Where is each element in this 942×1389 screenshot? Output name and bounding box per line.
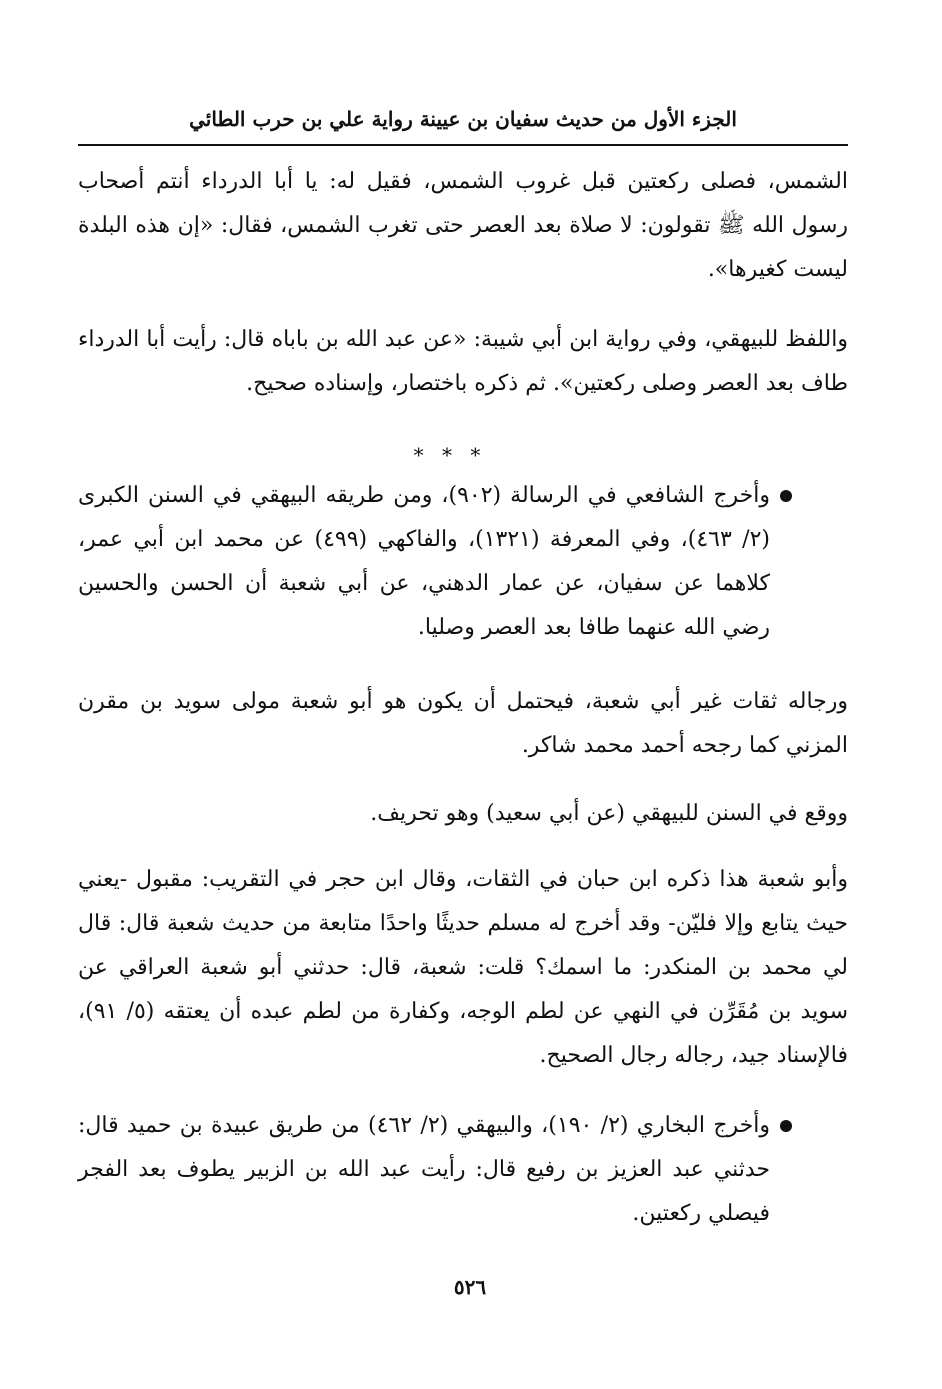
- paragraph-tahrif-note: ووقع في السنن للبيهقي (عن أبي سعيد) وهو تحريف.: [370, 801, 848, 826]
- paragraph-bukhari-takhrij: وأخرج البخاري (٢/ ١٩٠)، والبيهقي (٢/ ٤٦٢) من طريق عبيدة بن حميد قال: حدثني عبد العزيز بن رفيع قال: رأيت عبد الله بن الزبير يطوف بعد الفجر فيصلي ركعتين.: [78, 1113, 770, 1226]
- bullet-icon: [780, 490, 792, 502]
- paragraph-continuation: الشمس، فصلى ركعتين قبل غروب الشمس، فقيل له: يا أبا الدرداء أنتم أصحاب رسول الله ﷺ تقولون: لا صلاة بعد العصر حتى تغرب الشمس، فقال: «إن هذه البلدة ليست كغيرها».: [78, 169, 848, 282]
- paragraph-narrators: ورجاله ثقات غير أبي شعبة، فيحتمل أن يكون هو أبو شعبة مولى سويد بن مقرن المزني كما رجحه أحمد محمد شاكر.: [78, 689, 848, 758]
- paragraph-bayhaqi-wording: واللفظ للبيهقي، وفي رواية ابن أبي شيبة: «عن عبد الله بن باباه قال: رأيت أبا الدرداء طاف بعد العصر وصلى ركعتين». ثم ذكره باختصار، وإسناده صحيح.: [78, 327, 848, 396]
- section-separator: * * *: [413, 443, 487, 467]
- paragraph-abu-shuba: وأبو شعبة هذا ذكره ابن حبان في الثقات، وقال ابن حجر في التقريب: مقبول -يعني حيث يتابع وإلا فليّن- وقد أخرج له مسلم حديثًا واحدًا متابعة من حديث شعبة قال: قال لي محمد بن المنكدر: ما اسمك؟ قلت: شعبة، قال: حدثني أبو شعبة العراقي عن سويد بن مُقَرِّن في النهي عن لطم الوجه، وكفارة من لطم عبده أن يعتقه (٥/ ٩١)، فالإسناد جيد، رجاله رجال الصحيح.: [78, 867, 849, 1068]
- paragraph-shafii-takhrij: وأخرج الشافعي في الرسالة (٩٠٢)، ومن طريقه البيهقي في السنن الكبرى (٢/ ٤٦٣)، وفي المعرفة (١٣٢١)، والفاكهي (٤٩٩) عن محمد ابن أبي عمر، كلاهما عن سفيان، عن عمار الدهني، عن أبي شعبة أن الحسن والحسين رضي الله عنهما طافا بعد العصر وصليا.: [78, 483, 770, 640]
- bullet-icon: [780, 1120, 792, 1132]
- running-header: الجزء الأول من حديث سفيان بن عيينة رواية علي بن حرب الطائي: [189, 107, 737, 131]
- header-divider: [78, 144, 848, 146]
- page-number: ٥٢٦: [453, 1275, 487, 1299]
